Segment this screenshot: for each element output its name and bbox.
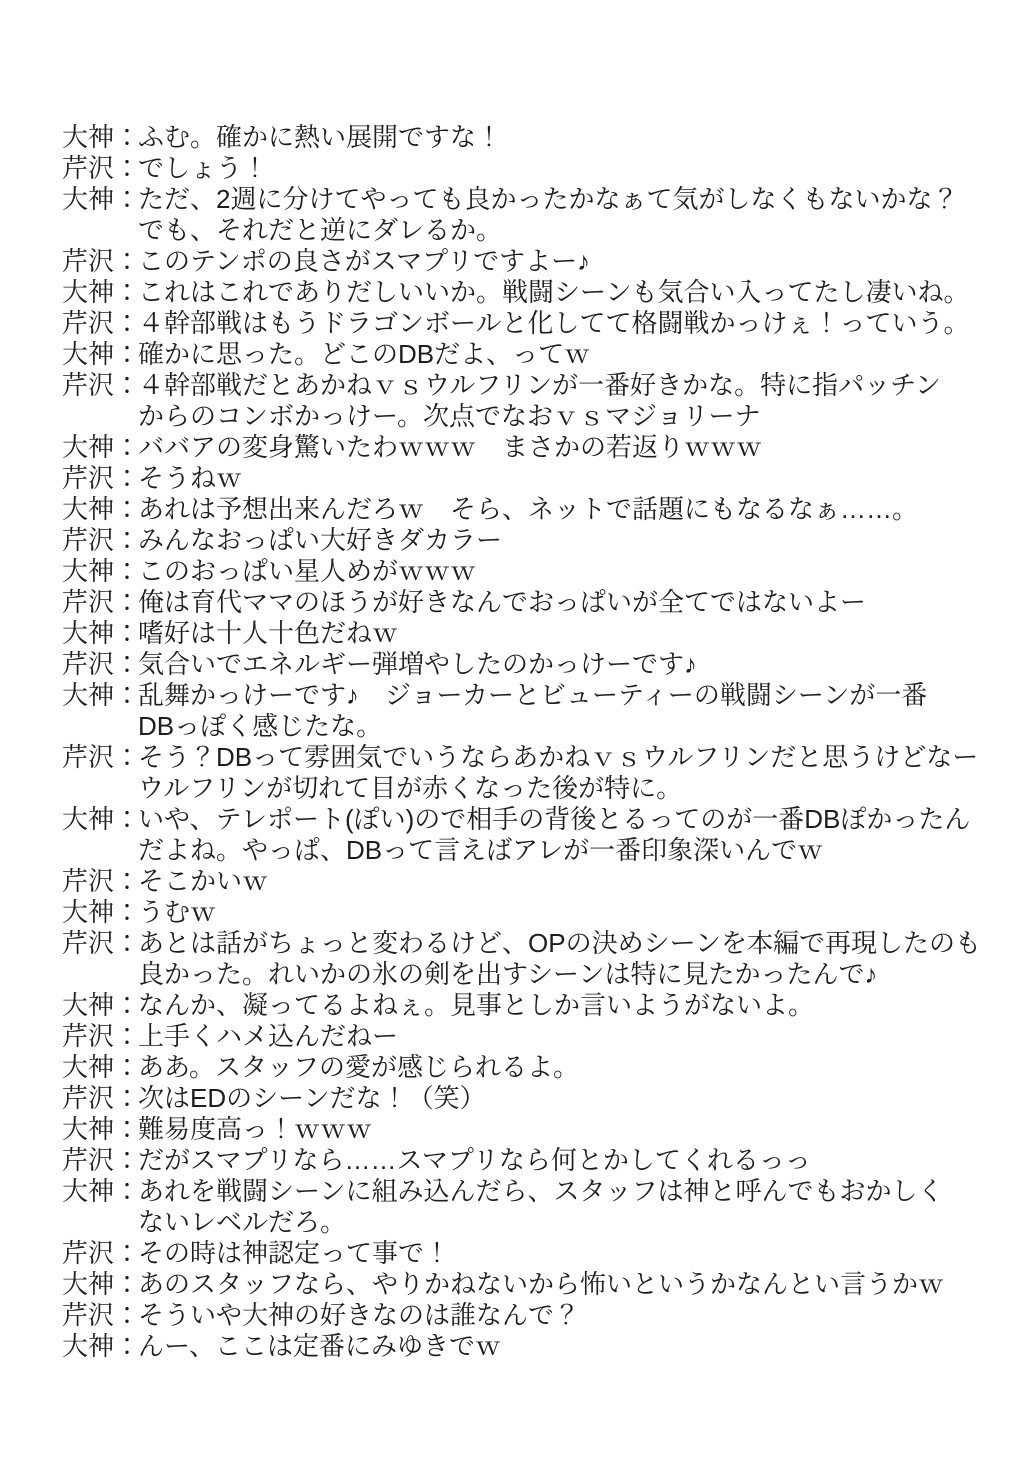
speaker-colon: ： <box>114 432 141 462</box>
dialogue-text: 乱舞かっけーです♪ ジョーカーとビューティーの戦闘シーンが一番 <box>138 680 928 710</box>
dialogue-line <box>62 1176 999 1207</box>
speaker-colon: ： <box>114 1176 141 1206</box>
dialogue-text: その時は神認定って事で！ <box>138 1238 451 1268</box>
dialogue-text: ウルフリンが切れて目が赤くなった後が特に。 <box>138 773 683 803</box>
speaker-cell <box>62 928 141 959</box>
dialogue-text: ババアの変身驚いたわｗｗｗ まさかの若返りｗｗｗ <box>138 432 763 462</box>
speaker-colon: ： <box>114 1331 141 1361</box>
speaker-colon: ： <box>114 649 141 679</box>
dialogue-line <box>62 494 999 525</box>
speaker-cell <box>62 370 141 401</box>
speaker-name: 大神 <box>62 122 115 152</box>
speaker-cell <box>62 308 141 339</box>
dialogue-line <box>62 339 999 370</box>
dialogue-line <box>62 401 999 432</box>
dialogue-text: あとは話がちょっと変わるけど、OPの決めシーンを本編で再現したのも <box>138 928 982 958</box>
dialogue-line <box>62 711 999 742</box>
speaker-cell <box>62 246 141 277</box>
dialogue-line <box>62 928 999 959</box>
speaker-name: 大神 <box>62 494 115 524</box>
dialogue-line <box>62 587 999 618</box>
speaker-name: 芹沢 <box>62 1145 115 1175</box>
dialogue-line <box>62 618 999 649</box>
dialogue-text: いや、テレポート(ぽい)ので相手の背後とるってのが一番DBぽかったん <box>138 804 971 834</box>
dialogue-text: あれを戦闘シーンに組み込んだら、スタッフは神と呼んでもおかしく <box>138 1176 944 1206</box>
dialogue-text: ああ。スタッフの愛が感じられるよ。 <box>138 1052 579 1082</box>
speaker-colon: ： <box>114 1269 141 1299</box>
dialogue-text: ふむ。確かに熱い展開ですな！ <box>138 122 503 152</box>
dialogue-line <box>62 1052 999 1083</box>
speaker-name: 芹沢 <box>62 1300 115 1330</box>
dialogue-line <box>62 959 999 990</box>
dialogue-text: あのスタッフなら、やりかねないから怖いというかなんとい言うかｗ <box>138 1269 945 1299</box>
speaker-name: 大神 <box>62 618 115 648</box>
speaker-name: 大神 <box>62 1269 115 1299</box>
dialogue-text: だがスマプリなら……スマプリなら何とかしてくれるっっ <box>138 1145 811 1175</box>
speaker-cell <box>62 122 141 153</box>
speaker-name: 大神 <box>62 990 115 1020</box>
dialogue-line <box>62 184 999 215</box>
speaker-name: 芹沢 <box>62 1083 115 1113</box>
speaker-cell <box>62 680 141 711</box>
dialogue-lines <box>62 122 999 1362</box>
speaker-colon: ： <box>114 153 141 183</box>
speaker-colon: ： <box>114 525 141 555</box>
speaker-colon: ： <box>114 246 141 276</box>
dialogue-text: みんなおっぱい大好きダカラー <box>138 525 503 555</box>
speaker-cell <box>62 1052 141 1083</box>
dialogue-line <box>62 153 999 184</box>
speaker-colon: ： <box>114 1083 141 1113</box>
speaker-colon: ： <box>114 742 141 772</box>
dialogue-line <box>62 215 999 246</box>
speaker-colon: ： <box>114 804 141 834</box>
dialogue-text: 次はEDのシーンだな！（笑） <box>138 1083 486 1113</box>
speaker-cell <box>62 804 141 835</box>
dialogue-line <box>62 804 999 835</box>
speaker-cell <box>62 339 141 370</box>
speaker-name: 大神 <box>62 339 115 369</box>
dialogue-text: DBっぽく感じたな。 <box>138 711 383 741</box>
speaker-cell <box>62 432 141 463</box>
speaker-name: 大神 <box>62 432 115 462</box>
speaker-cell <box>62 1021 141 1052</box>
speaker-name: 大神 <box>62 1176 115 1206</box>
speaker-colon: ： <box>114 1238 141 1268</box>
dialogue-line <box>62 122 999 153</box>
speaker-colon: ： <box>114 897 141 927</box>
speaker-name: 芹沢 <box>62 370 115 400</box>
dialogue-line <box>62 277 999 308</box>
speaker-cell <box>62 525 141 556</box>
dialogue-line <box>62 680 999 711</box>
speaker-cell <box>62 1238 141 1269</box>
dialogue-text: でも、それだと逆にダレるか。 <box>138 215 503 245</box>
speaker-cell <box>62 184 141 215</box>
speaker-cell <box>62 494 141 525</box>
dialogue-text: 難易度高っ！ｗｗｗ <box>138 1114 373 1144</box>
speaker-cell <box>62 1145 141 1176</box>
speaker-colon: ： <box>114 990 141 1020</box>
speaker-cell <box>62 1269 141 1300</box>
dialogue-text: 確かに思った。どこのDBだよ、ってｗ <box>138 339 591 369</box>
speaker-colon: ： <box>114 587 141 617</box>
speaker-name: 芹沢 <box>62 525 115 555</box>
speaker-colon: ： <box>114 463 141 493</box>
speaker-name: 芹沢 <box>62 866 115 896</box>
dialogue-line <box>62 742 999 773</box>
speaker-cell <box>62 742 141 773</box>
dialogue-text: 上手くハメ込んだねー <box>138 1021 399 1051</box>
speaker-cell <box>62 649 141 680</box>
speaker-name: 大神 <box>62 1052 115 1082</box>
speaker-name: 芹沢 <box>62 463 115 493</box>
dialogue-text: 気合いでエネルギー弾増やしたのかっけーです♪ <box>138 649 698 679</box>
dialogue-line <box>62 990 999 1021</box>
dialogue-line <box>62 525 999 556</box>
dialogue-line <box>62 556 999 587</box>
speaker-name: 芹沢 <box>62 246 115 276</box>
dialogue-text: だよね。やっぱ、DBって言えばアレが一番印象深いんでｗ <box>138 835 824 865</box>
speaker-colon: ： <box>114 1114 141 1144</box>
speaker-name: 大神 <box>62 556 115 586</box>
speaker-colon: ： <box>114 339 141 369</box>
dialogue-line <box>62 866 999 897</box>
dialogue-line <box>62 897 999 928</box>
speaker-name: 大神 <box>62 277 115 307</box>
speaker-colon: ： <box>114 1021 141 1051</box>
speaker-colon: ： <box>114 928 141 958</box>
dialogue-text: 良かった。れいかの氷の剣を出すシーンは特に見たかったんで♪ <box>138 959 878 989</box>
dialogue-text: うむｗ <box>138 897 217 927</box>
speaker-name: 芹沢 <box>62 1238 115 1268</box>
dialogue-text: なんか、凝ってるよねぇ。見事としか言いようがないよ。 <box>138 990 815 1020</box>
speaker-name: 芹沢 <box>62 308 115 338</box>
speaker-name: 芹沢 <box>62 587 115 617</box>
dialogue-line <box>62 1114 999 1145</box>
dialogue-text: そうねｗ <box>138 463 243 493</box>
dialogue-text: あれは予想出来んだろｗ そら、ネットで話題にもなるなぁ……。 <box>138 494 919 524</box>
dialogue-line <box>62 1269 999 1300</box>
speaker-colon: ： <box>114 556 141 586</box>
speaker-colon: ： <box>114 122 141 152</box>
dialogue-line <box>62 773 999 804</box>
dialogue-line <box>62 1207 999 1238</box>
dialogue-text: そう？DBって雰囲気でいうならあかねｖｓウルフリンだと思うけどなー <box>138 742 979 772</box>
speaker-name: 芹沢 <box>62 153 115 183</box>
speaker-name: 大神 <box>62 897 115 927</box>
speaker-colon: ： <box>114 277 141 307</box>
dialogue-line <box>62 1021 999 1052</box>
dialogue-text: からのコンボかっけー。次点でなおｖｓマジョリーナ <box>138 401 761 431</box>
dialogue-line <box>62 463 999 494</box>
speaker-cell <box>62 1114 141 1145</box>
dialogue-line <box>62 1238 999 1269</box>
dialogue-text: このテンポの良さがスマプリですよー♪ <box>138 246 591 276</box>
speaker-cell <box>62 587 141 618</box>
dialogue-line <box>62 1145 999 1176</box>
speaker-cell <box>62 897 141 928</box>
speaker-cell <box>62 1300 141 1331</box>
speaker-colon: ： <box>114 494 141 524</box>
dialogue-text: ただ、2週に分けてやっても良かったかなぁて気がしなくもないかな？ <box>138 184 959 214</box>
speaker-colon: ： <box>114 1052 141 1082</box>
speaker-colon: ： <box>114 184 141 214</box>
dialogue-line <box>62 370 999 401</box>
speaker-cell <box>62 277 141 308</box>
speaker-name: 大神 <box>62 804 115 834</box>
dialogue-line <box>62 1083 999 1114</box>
speaker-name: 大神 <box>62 1114 115 1144</box>
speaker-cell <box>62 1331 141 1362</box>
speaker-name: 芹沢 <box>62 649 115 679</box>
dialogue-line <box>62 835 999 866</box>
speaker-colon: ： <box>114 308 141 338</box>
dialogue-line <box>62 246 999 277</box>
speaker-cell <box>62 1083 141 1114</box>
speaker-cell <box>62 556 141 587</box>
speaker-cell <box>62 1176 141 1207</box>
speaker-colon: ： <box>114 618 141 648</box>
dialogue-text: 嗜好は十人十色だねｗ <box>138 618 399 648</box>
dialogue-line <box>62 1300 999 1331</box>
dialogue-text: ４幹部戦だとあかねｖｓウルフリンが一番好きかな。特に指パッチン <box>138 370 941 400</box>
speaker-name: 大神 <box>62 1331 115 1361</box>
speaker-name: 芹沢 <box>62 742 115 772</box>
dialogue-line <box>62 649 999 680</box>
dialogue-text: このおっぱい星人めがｗｗｗ <box>138 556 477 586</box>
speaker-colon: ： <box>114 680 141 710</box>
dialogue-line <box>62 308 999 339</box>
speaker-colon: ： <box>114 866 141 896</box>
speaker-colon: ： <box>114 1300 141 1330</box>
dialogue-text: 俺は育代ママのほうが好きなんでおっぱいが全てではないよー <box>138 587 867 617</box>
speaker-colon: ： <box>114 370 141 400</box>
dialogue-text: んー、ここは定番にみゆきでｗ <box>138 1331 501 1361</box>
speaker-cell <box>62 866 141 897</box>
speaker-name: 大神 <box>62 680 115 710</box>
dialogue-text: ４幹部戦はもうドラゴンボールと化してて格闘戦かっけぇ！っていう。 <box>138 308 970 338</box>
dialogue-text: そこかいｗ <box>138 866 269 896</box>
speaker-name: 大神 <box>62 184 115 214</box>
speaker-cell <box>62 153 141 184</box>
speaker-cell <box>62 463 141 494</box>
dialogue-text: でしょう！ <box>138 153 269 183</box>
speaker-name: 芹沢 <box>62 1021 115 1051</box>
speaker-cell <box>62 618 141 649</box>
speaker-colon: ： <box>114 1145 141 1175</box>
speaker-cell <box>62 990 141 1021</box>
dialogue-text: そういや大神の好きなのは誰なんで？ <box>138 1300 581 1330</box>
dialogue-text: これはこれでありだしいいか。戦闘シーンも気合い入ってたし凄いね。 <box>138 277 970 307</box>
dialogue-line <box>62 432 999 463</box>
dialogue-line <box>62 1331 999 1362</box>
dialogue-text: ないレベルだろ。 <box>138 1207 347 1237</box>
speaker-name: 芹沢 <box>62 928 115 958</box>
